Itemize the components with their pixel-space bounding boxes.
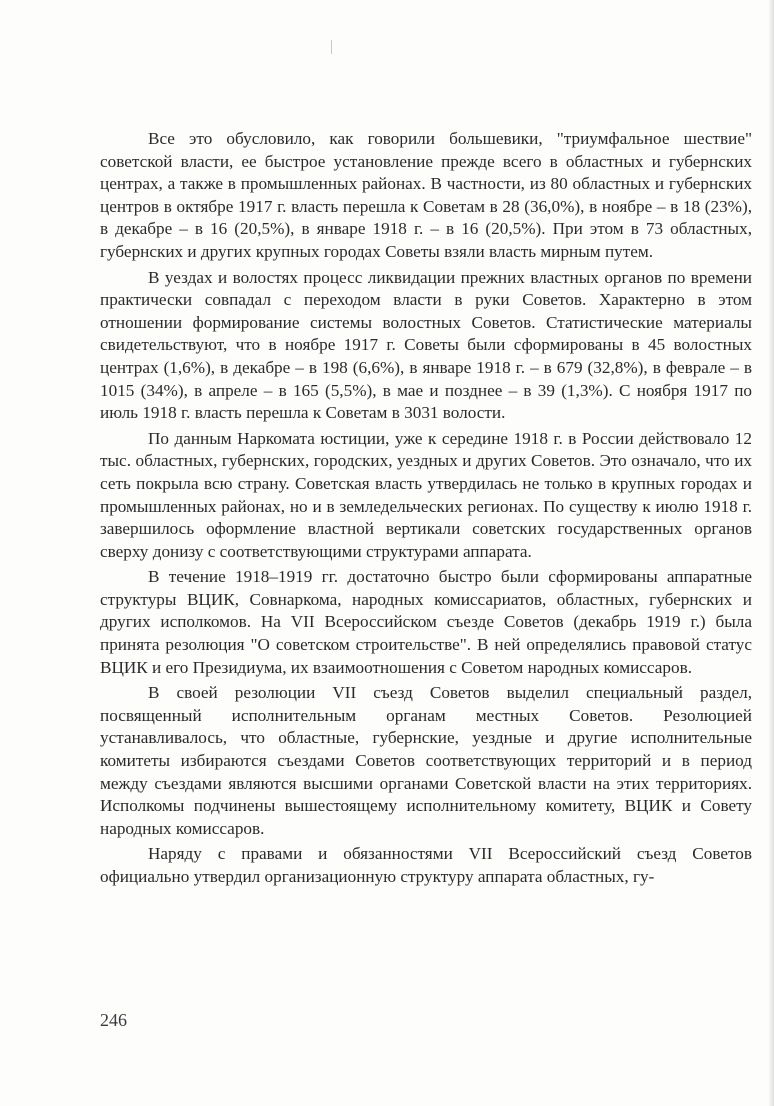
paragraph-3: По данным Наркомата юстиции, уже к середине 1918 г. в России действовало 12 тыс. областных, губернских, городских, уездных и других Советов. Это означало, что их сеть покрыла всю страну. Советская власть утвердилась не только в крупных городах и промышленных районах, но и в земледельческих регионах. По существу к июлю 1918 г. завершилось оформление властной вертикали советских государственных органов сверху донизу с соответствующими структурами аппарата. [100,428,752,561]
scan-shadow-edge [768,0,774,1106]
paragraph-6: Наряду с правами и обязанностями VII Всероссийский съезд Советов официально утвердил организационную структуру аппарата областных, гу- [100,844,752,886]
paragraph-1: Все это обусловило, как говорили большевики, "триумфальное шествие" советской власти, ее быстрое установление прежде всего в областных и губернских центрах, а также в промышленных районах. В частности, из 80 областных и губернских центров в октябре 1917 г. власть перешла к Советам в 28 (36,0%), в ноябре – в 18 (23%), в декабре – в 16 (20,5%), в январе 1918 г. – в 16 (20,5%). При этом в 73 областных, губернских и других крупных городах Советы взяли власть мирным путем. [100,129,752,261]
page-number: 246 [100,1010,127,1030]
paragraph-5: В своей резолюции VII съезд Советов выделил специальный раздел, посвященный исполнительным органам местных Советов. Резолюцией устанавливалось, что областные, губернские, уездные и другие исполнительные комитеты избираются съездами Советов соответствующих территорий и в период между съездами являются высшими органами Советской власти на этих территориях. Исполкомы подчинены вышестоящему исполнительному комитету, ВЦИК и Совету народных комиссаров. [100,683,752,838]
body-text [100,128,752,892]
scan-mark [331,40,332,54]
paragraph-4: В течение 1918–1919 гг. достаточно быстро были сформированы аппаратные структуры ВЦИК, Совнаркома, народных комиссариатов, областных, губернских и других исполкомов. На VII Всероссийском съезде Советов (декабрь 1919 г.) была принята резолюция "О советском строительстве". В ней определялись правовой статус ВЦИК и его Президиума, их взаимоотношения с Советом народных комиссаров. [100,567,752,677]
paragraph-2: В уездах и волостях процесс ликвидации прежних властных органов по времени практически совпадал с переходом власти в руки Советов. Характерно в этом отношении формирование системы волостных Советов. Статистические материалы свидетельствуют, что в ноябре 1917 г. Советы были сформированы в 45 волостных центрах (1,6%), в декабре – в 198 (6,6%), в январе 1918 г. – в 679 (32,8%), в феврале – в 1015 (34%), в апреле – в 165 (5,5%), в мае и позднее – в 39 (1,3%). С ноября 1917 по июль 1918 г. власть перешла к Советам в 3031 волости. [100,267,752,423]
